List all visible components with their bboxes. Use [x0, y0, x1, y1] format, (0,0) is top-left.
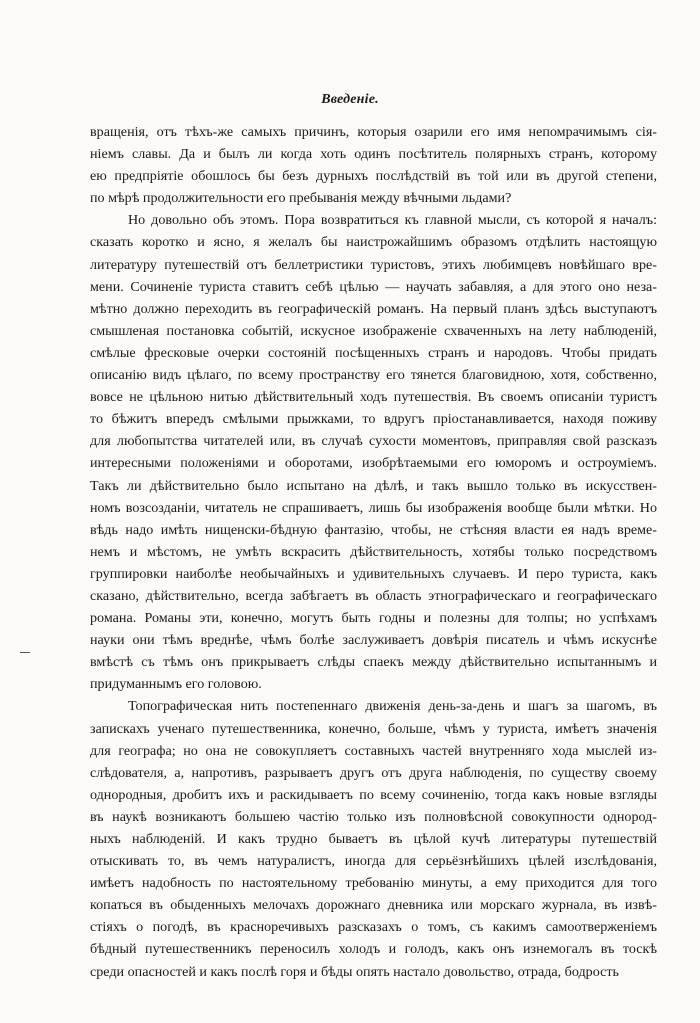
text-line: то бѣжитъ впередъ смѣлыми прыжками, то вдругъ пріостанавливается, находя поживу [90, 411, 657, 428]
paragraph [90, 209, 657, 695]
text-line: группировки наиболѣе необычайныхъ и удивительныхъ случаевъ. И перо туриста, какъ [90, 565, 657, 582]
text-line: вѣдь надо имѣть нищенски-бѣдную фантазію, чтобы, не стѣсняя власти ея надъ време- [90, 521, 657, 538]
text-line: ею предпріятіе обошлось бы безъ дурныхъ послѣдствій въ той или въ другой степени, [90, 168, 657, 185]
text-line: Но довольно объ этомъ. Пора возвратиться къ главной мысли, съ которой я началъ: [128, 212, 657, 229]
text-line: сказано, дѣйствительно, всегда забѣгаетъ въ область этнографическаго и географическаго [90, 587, 657, 604]
text-line: въ наукѣ возникаютъ большею частію только изъ полновѣсной совокупности однород- [90, 808, 657, 825]
text-line: слѣдователя, а, напротивъ, разрываетъ другъ отъ друга наблюденія, по существу своему [90, 764, 657, 781]
text-line: придуманнымъ его головою. [90, 676, 262, 693]
text-line: ніемъ славы. Да и былъ ли когда хоть одинъ посѣтитель полярныхъ странъ, которому [90, 146, 657, 163]
text-line: для любопытства читателей или, въ случаѣ сухости моментовъ, приправляя свой разсказъ [90, 433, 657, 450]
text-line: науки они тѣмъ вреднѣе, чѣмъ болѣе заслуживаетъ довѣрія писатель и чѣмъ искуснѣе [90, 632, 657, 649]
text-line: бѣдный путешественникъ переносилъ холодъ и голодъ, какъ онъ изнемогалъ въ тоскѣ [90, 941, 657, 958]
text-line: описанію видъ цѣлаго, по всему пространству его тянется благовидною, хотя, собственно, [90, 367, 657, 384]
margin-mark [20, 652, 30, 653]
text-line: немъ и мѣстомъ, не умѣть вскрасить дѣйствительность, хотябы только посредствомъ [90, 543, 657, 560]
text-line: романа. Романы эти, конечно, могутъ быть годны и полезны для толпы; но успѣхамъ [90, 610, 657, 627]
body-text [90, 121, 657, 983]
text-line: смѣлые фресковые очерки состояній посѣщенныхъ странъ и народовъ. Чтобы придать [90, 344, 657, 361]
text-line: сказать коротко и ясно, я желалъ бы наистрожайшимъ образомъ отдѣлить настоящую [90, 234, 657, 251]
text-line: номъ возсозданіи, читатель не спрашиваетъ, лишь бы изображенія вообще были мѣтки. Но [90, 499, 657, 516]
text-line: стіяхъ о погодѣ, въ красноречивыхъ разсказахъ о томъ, съ какимъ самоотверженіемъ [90, 919, 657, 936]
text-line: для географа; но она не совокупляетъ составныхъ частей внутренняго хода мыслей из- [90, 742, 657, 759]
text-line: Топографическая нить постепеннаго движенія день-за-день и шагъ за шагомъ, въ [128, 698, 657, 715]
text-line: копаться въ обыденныхъ мелочахъ дорожнаго дневника или морскаго журнала, въ извѣ- [90, 897, 657, 914]
text-line: смышленая постановка событій, искусное изображеніе схваченныхъ на лету наблюденій, [90, 322, 657, 339]
text-line: по мѣрѣ продолжительности его пребыванія между вѣчными льдами? [90, 190, 512, 207]
text-line: мени. Сочиненіе туриста ставитъ себѣ цѣлью — научать забавляя, а для этого оно неза- [90, 278, 657, 295]
running-head-title: Введеніе. [321, 92, 379, 107]
text-line: запискахъ ученаго путешественника, конечно, больше, чѣмъ у туриста, имѣетъ значенія [90, 720, 657, 737]
text-line: однородныя, дробитъ ихъ и раскидываетъ по всему сочиненію, тогда какъ новые взгляды [90, 786, 657, 803]
text-line: ныхъ наблюденій. И какъ трудно бываетъ въ цѣлой кучѣ литературы путешествій [90, 831, 657, 847]
text-line: имѣетъ надобность по настоятельному требованію минуты, а ему приходится для того [90, 875, 657, 892]
text-line: вращенія, отъ тѣхъ-же самыхъ причинъ, которыя озарили его имя непомрачимымъ сія- [90, 124, 657, 140]
text-line: мѣтно должно переходить въ географическій романъ. На первый планъ здѣсь выступаютъ [90, 300, 657, 317]
paragraph [90, 121, 657, 209]
text-line: интересными положеніями и оборотами, изобрѣтаемыми его юморомъ и остроуміемъ. [90, 455, 657, 472]
text-line: вмѣстѣ съ тѣмъ онъ прикрываетъ слѣды спаекъ между дѣйствительно испытаннымъ и [90, 654, 657, 671]
text-line: среди опасностей и какъ послѣ горя и бѣды опять настало довольство, отрада, бодрость [90, 963, 619, 980]
paragraph [90, 695, 657, 982]
text-line: Такъ ли дѣйствительно было испытано на дѣлѣ, и такъ вышло только въ искусствен- [90, 477, 657, 494]
text-line: вовсе не цѣльною нитью дѣйствительный ходъ путешествія. Въ своемъ описаніи туристъ [90, 389, 657, 406]
text-line: отыскивать то, въ чемъ натуралистъ, иногда для серьёзнѣйшихъ цѣлей изслѣдованія, [90, 853, 657, 870]
text-line: литературу путешествій отъ беллетристики туристовъ, этихъ любимцевъ новѣйшаго вре- [90, 256, 657, 273]
